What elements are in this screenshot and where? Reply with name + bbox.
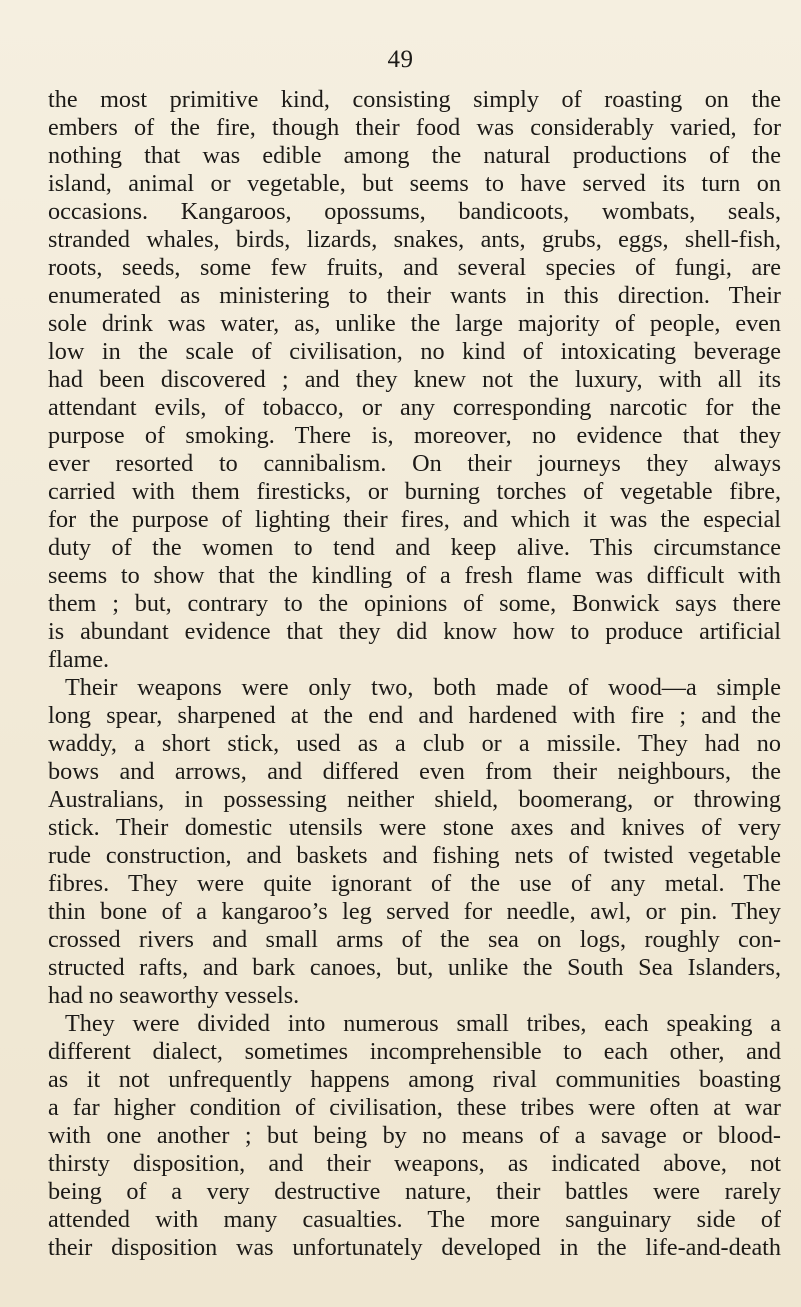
paragraph: [48, 86, 781, 674]
text-line: low in the scale of civilisation, no kind of intoxicating beverage: [48, 338, 781, 365]
text-line: for the purpose of lighting their fires, and which it was the especial: [48, 506, 781, 533]
text-line: is abundant evidence that they did know how to produce artificial: [48, 618, 781, 645]
text-line: Australians, in possessing neither shield, boomerang, or throwing: [48, 786, 781, 813]
paragraph: [48, 1010, 781, 1262]
text-line: being of a very destructive nature, their battles were rarely: [48, 1178, 781, 1205]
text-line: sole drink was water, as, unlike the large majority of people, even: [48, 310, 781, 337]
text-line: nothing that was edible among the natural productions of the: [48, 142, 781, 169]
text-line: waddy, a short stick, used as a club or a missile. They had no: [48, 730, 781, 757]
text-line: enumerated as ministering to their wants in this direction. Their: [48, 282, 781, 309]
text-line: attendant evils, of tobacco, or any corresponding narcotic for the: [48, 394, 781, 421]
text-line: a far higher condition of civilisation, these tribes were often at war: [48, 1094, 781, 1121]
text-line: occasions. Kangaroos, opossums, bandicoots, wombats, seals,: [48, 198, 781, 225]
text-line: with one another ; but being by no means of a savage or blood-: [48, 1122, 781, 1149]
text-line: bows and arrows, and differed even from their neighbours, the: [48, 758, 781, 785]
text-line: ever resorted to cannibalism. On their journeys they always: [48, 450, 781, 477]
text-line: long spear, sharpened at the end and hardened with fire ; and the: [48, 702, 781, 729]
text-line: flame.: [48, 646, 110, 673]
text-line: their disposition was unfortunately developed in the life-and-death: [48, 1234, 781, 1261]
text-line: rude construction, and baskets and fishing nets of twisted vegetable: [48, 842, 781, 869]
text-line: roots, seeds, some few fruits, and several species of fungi, are: [48, 254, 781, 281]
text-line: different dialect, sometimes incomprehensible to each other, and: [48, 1038, 781, 1065]
text-line: attended with many casualties. The more sanguinary side of: [48, 1206, 781, 1233]
text-line: as it not unfrequently happens among rival communities boasting: [48, 1066, 781, 1093]
text-line: They were divided into numerous small tribes, each speaking a: [65, 1010, 781, 1037]
paragraph: [48, 674, 781, 1010]
text-line: had been discovered ; and they knew not the luxury, with all its: [48, 366, 781, 393]
text-line: duty of the women to tend and keep alive. This circumstance: [48, 534, 781, 561]
text-line: thirsty disposition, and their weapons, as indicated above, not: [48, 1150, 781, 1177]
text-line: them ; but, contrary to the opinions of some, Bonwick says there: [48, 590, 781, 617]
text-line: carried with them firesticks, or burning torches of vegetable fibre,: [48, 478, 781, 505]
text-line: had no seaworthy vessels.: [48, 982, 300, 1009]
text-line: embers of the fire, though their food was considerably varied, for: [48, 114, 781, 141]
text-line: crossed rivers and small arms of the sea on logs, roughly con-: [48, 926, 781, 953]
text-line: thin bone of a kangaroo’s leg served for needle, awl, or pin. They: [48, 898, 781, 925]
text-line: purpose of smoking. There is, moreover, no evidence that they: [48, 422, 781, 449]
text-line: Their weapons were only two, both made of wood—a simple: [65, 674, 781, 701]
text-line: island, animal or vegetable, but seems to have served its turn on: [48, 170, 781, 197]
page-number: 49: [387, 46, 414, 73]
body-text: [48, 86, 781, 1262]
text-line: structed rafts, and bark canoes, but, unlike the South Sea Islanders,: [48, 954, 781, 981]
text-line: stick. Their domestic utensils were stone axes and knives of very: [48, 814, 781, 841]
text-line: the most primitive kind, consisting simply of roasting on the: [48, 86, 781, 113]
text-line: stranded whales, birds, lizards, snakes, ants, grubs, eggs, shell-fish,: [48, 226, 781, 253]
text-line: seems to show that the kindling of a fresh flame was difficult with: [48, 562, 781, 589]
text-line: fibres. They were quite ignorant of the use of any metal. The: [48, 870, 781, 897]
